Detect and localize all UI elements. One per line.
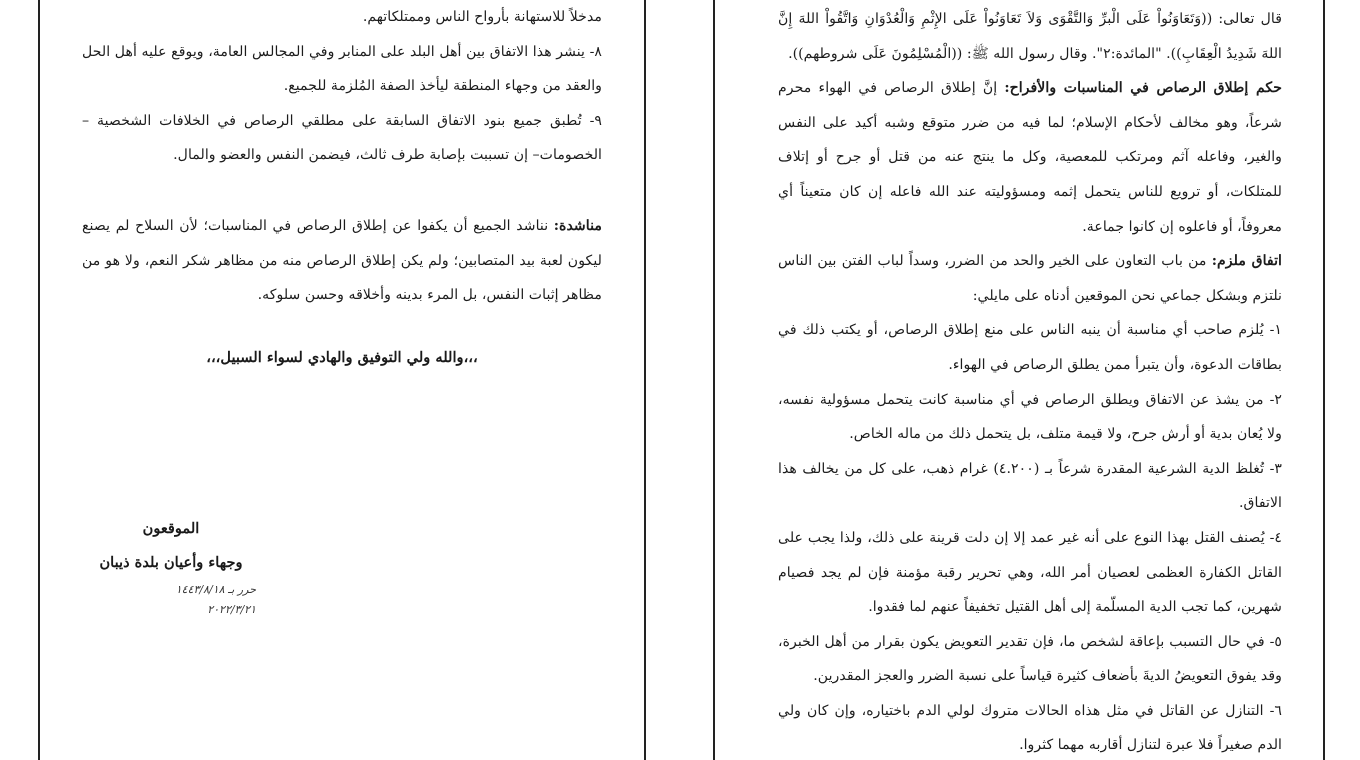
- verse-intro: قال تعالى:: [1212, 11, 1282, 27]
- agreement-text: من باب التعاون على الخير والحد من الضرر، وسداً لباب الفتن بين الناس نلتزم وبشكل جماعي نحن الموقعين أدناه على مايلي:: [778, 253, 1282, 304]
- verse-paragraph: [778, 2, 1282, 71]
- agreement-item-1: ١- يُلزم صاحب أي مناسبة أن ينبه الناس على منع إطلاق الرصاص، أو يكتب ذلك في بطاقات الدعوة، وأن يتبرأ ممن يطلق الرصاص في الهواء.: [778, 322, 1282, 373]
- agreement-item-3: ٣- تُغلظ الدية الشرعية المقدرة شرعاً بـ (٤.٢٠٠) غرام ذهب، على كل من يخالف هذا الاتفاق.: [778, 460, 1282, 512]
- agreement-paragraph: [778, 244, 1282, 313]
- appeal-text: نناشد الجميع أن يكفوا عن إطلاق الرصاص في المناسبات؛ لأن السلاح لم يصنع ليكون لعبة بيد المتصابين؛ ولم يكن إطلاق الرصاص منه من مظاهر شكر النعم، ولا هو من مظاهر إثبات النفس، بل المرء بدينه وأخلاقه وحسن سلوكه.: [82, 217, 602, 304]
- date-hijri: حرر بـ ١٤٤٣/٨/١٨: [175, 583, 256, 596]
- ruling-paragraph: [778, 71, 1282, 244]
- left-line-continuation: مدخلاً للاستهانة بأرواح الناس وممتلكاتهم.: [362, 9, 602, 25]
- agreement-item-2: ٢- من يشذ عن الاتفاق ويطلق الرصاص في أي مناسبة كانت يتحمل مسؤولية نفسه، ولا يُعان بدية أو أرش جرح، ولا قيمة متلف، بل يتحمل ذلك من ماله الخاص.: [778, 391, 1282, 443]
- date-gregorian: ٢٠٢٢/٣/٢١: [207, 603, 256, 616]
- quran-verse: ((وَتَعَاوَنُواْ عَلَى الْبرِّ وَالتَّقْوَى وَلاَ تَعَاوَنُواْ عَلَى الإِثْمِ وَالْعُدْوَانِ وَاتَّقُواْ اللهَ إِنَّ اللهَ شَدِيدُ الْعِقَابِ)): [778, 11, 1282, 62]
- closing-phrase: ،،،والله ولي التوفيق والهادي لسواء السبيل،،،: [206, 349, 478, 366]
- verse-reference: . "المائدة:٢". وقال رسول الله ﷺ: ((الْمُسْلِمُونَ عَلَى شروطهم)).: [788, 45, 1171, 62]
- signatories-title: الموقعون: [142, 520, 200, 537]
- agreement-item-5: ٥- في حال التسبب بإعاقة لشخص ما، فإن تقدير التعويض يكون بقرار من أهل الخبرة، وقد يفوق التعويضُ الديةَ بأضعاف كثيرة قياساً على نسبة الضرر والعجز المقدرين.: [778, 633, 1282, 685]
- agreement-title: اتفاق ملزم:: [1211, 253, 1282, 270]
- ruling-text: إنَّ إطلاق الرصاص في الهواء محرم شرعاً، وهو مخالف لأحكام الإسلام؛ لما فيه من ضرر متوقع وشبه أكيد على النفس والغير، وفاعله آثم ومرتكب للمعصية، وكل ما ينتج عنه من قتل أو جرح أو إتلاف للمتلكات، أو ترويع للناس يتحمل إثمه ومسؤوليته عند الله فاعله إن كان متعيناً أي معروفاً، أو فاعلوه إن كانوا جماعة.: [778, 80, 1282, 235]
- agreement-item-6: ٦- التنازل عن القاتل في مثل هذاه الحالات متروك لولي الدم باختياره، وإن كان ولي الدم صغيراً فلا عبرة لتنازل أقاربه مهما كثروا.: [778, 702, 1282, 754]
- signatories-name: وجهاء وأعيان بلدة ذيبان: [99, 554, 243, 571]
- paragraph-gap: [82, 173, 602, 209]
- left-item-8: ٨- ينشر هذا الاتفاق بين أهل البلد على المنابر وفي المجالس العامة، ويوقع عليه أهل الحل والعقد من وجهاء المنطقة ليأخذ الصفة المُلزمة للجميع.: [82, 43, 602, 95]
- ruling-title: حكم إطلاق الرصاص في المناسبات والأفراح:: [1004, 80, 1282, 97]
- left-page-body: [82, 0, 602, 313]
- appeal-label: مناشدة:: [553, 217, 602, 234]
- signature-block: [86, 512, 256, 620]
- appeal-paragraph: [82, 209, 602, 313]
- agreement-item-4: ٤- يُصنف القتل بهذا النوع على أنه غير عمد إلا إن دلت قرينة على ذلك، ولذا يجب على القاتل الكفارة العظمى لعصيان أمر الله، وهي تحرير رقبة مؤمنة فإن لم يجد فصيام شهرين، كما تجب الدية المسلّمة إلى أهل القتيل تخفيفاً عنهم لما فقدوا.: [778, 529, 1282, 616]
- left-item-9: ٩- تُطبق جميع بنود الاتفاق السابقة على مطلقي الرصاص في الخلافات الشخصية – الخصومات– إن تسببت بإصابة طرف ثالث، فيضمن النفس والعضو والمال.: [82, 112, 602, 164]
- right-page-body: [778, 2, 1282, 760]
